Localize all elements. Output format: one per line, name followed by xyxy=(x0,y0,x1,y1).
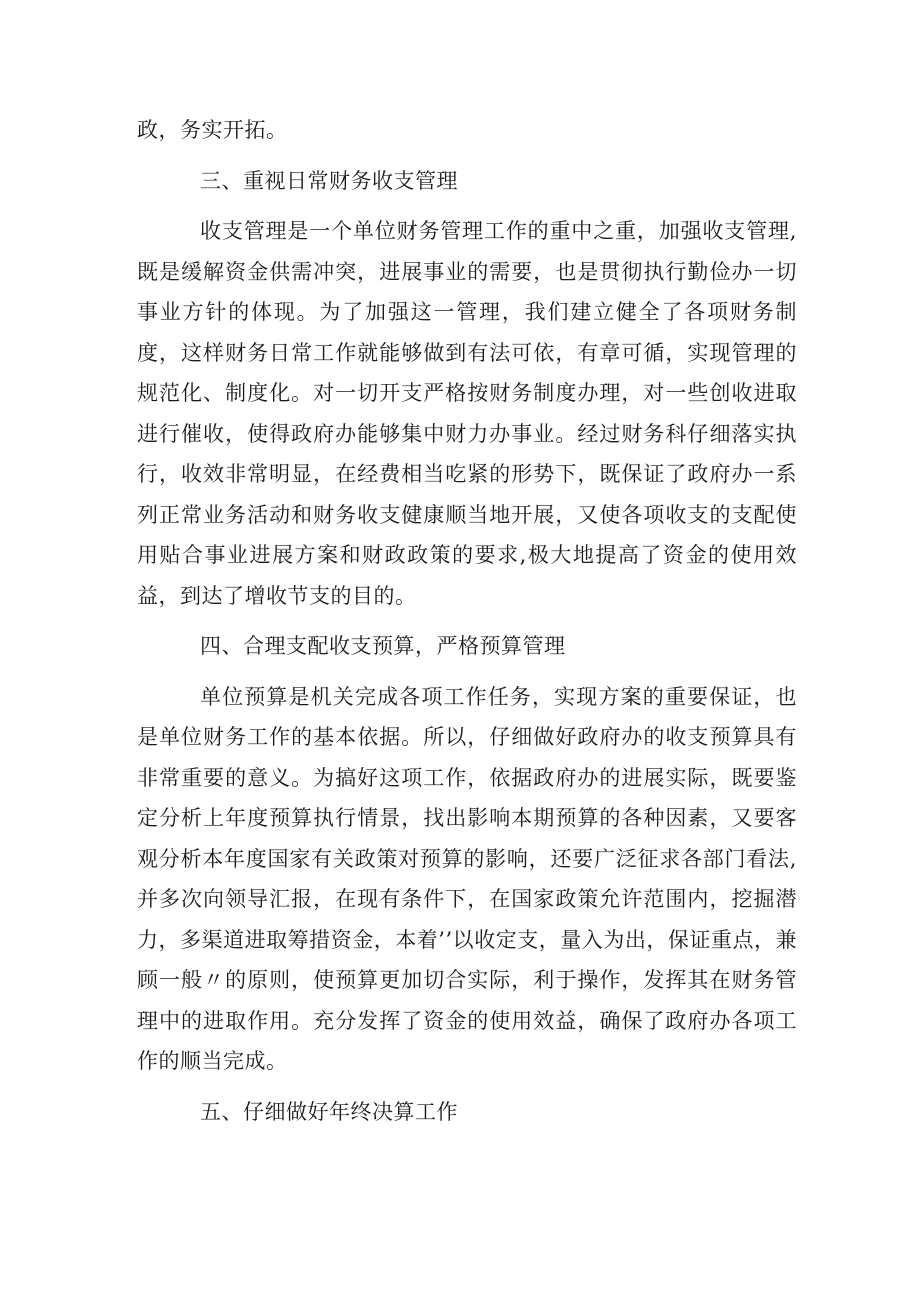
section-heading-4: 四、合理支配收支预算，严格预算管理 xyxy=(200,634,566,658)
section-heading-5: 五、仔细做好年终决算工作 xyxy=(200,1099,458,1124)
document-body xyxy=(137,110,797,1142)
section-heading-3: 三、重视日常财务收支管理 xyxy=(200,168,458,193)
paragraph-continuation: 政，务实开拓。 xyxy=(137,118,288,142)
paragraph-income-expense: 收支管理是一个单位财务管理工作的重中之重，加强收支管理,既是缓解资金供需冲突，进展事业的需要，也是贯彻执行勤俭办一切事业方针的体现。为了加强这一管理，我们建立健全了各项财务制度，这样财务日常工作就能够做到有法可依，有章可循，实现管理的规范化、制度化。对一切开支严格按财务制度办理，对一些创收进取进行催收，使得政府办能够集中财力办事业。经过财务科仔细落实执行，收效非常明显，在经费相当吃紧的形势下，既保证了政府办一系列正常业务活动和财务收支健康顺当地开展，又使各项收支的支配使用贴合事业进展方案和财政政策的要求,极大地提高了资金的使用效益，到达了增收节支的目的。 xyxy=(137,219,797,608)
paragraph-budget: 单位预算是机关完成各项工作任务，实现方案的重要保证，也是单位财务工作的基本依据。所以，仔细做好政府办的收支预算具有非常重要的意义。为搞好这项工作，依据政府办的进展实际，既要鉴定分析上年度预算执行情景，找出影响本期预算的各种因素，又要客观分析本年度国家有关政策对预算的影响，还要广泛征求各部门看法,并多次向领导汇报，在现有条件下，在国家政策允许范围内，挖掘潜力，多渠道进取筹措资金，本着’’以收定支，量入为出，保证重点，兼顾一般〃的原则，使预算更加切合实际，利于操作，发挥其在财务管理中的进取作用。充分发挥了资金的使用效益，确保了政府办各项工作的顺当完成。 xyxy=(137,684,797,1073)
